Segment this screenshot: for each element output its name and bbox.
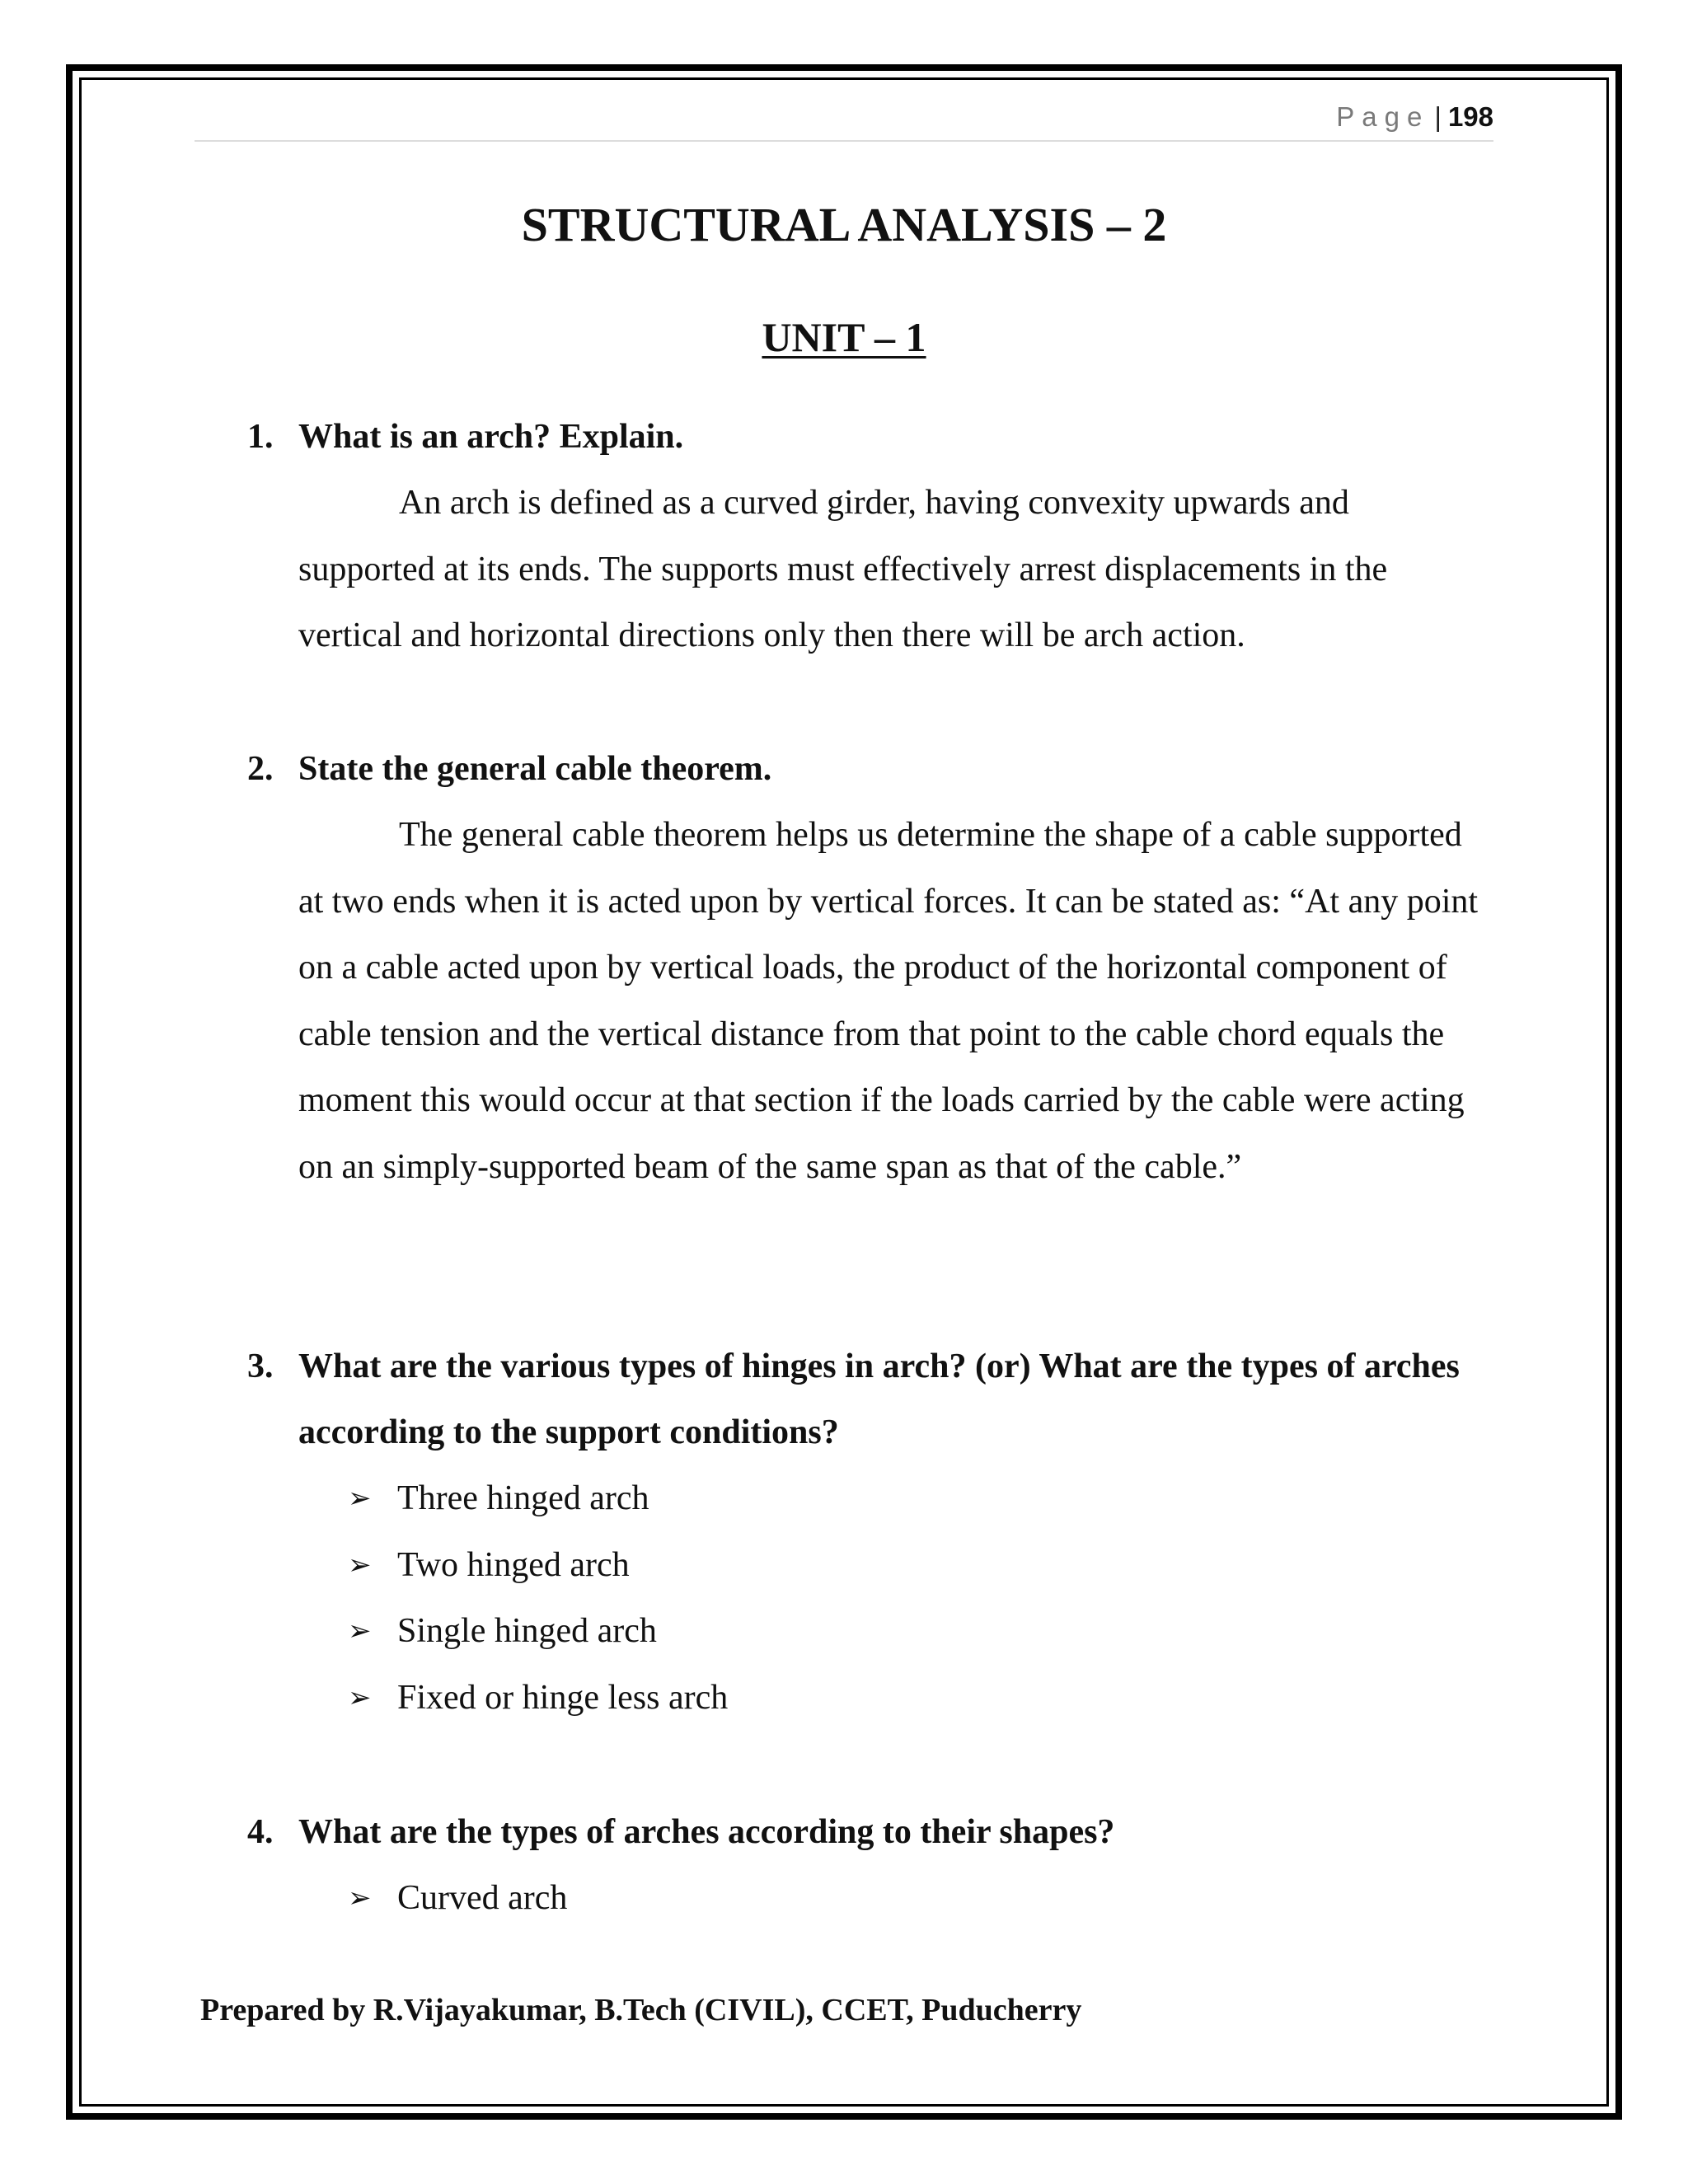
list-item bbox=[348, 1865, 1484, 1932]
question-number: 1. bbox=[247, 418, 274, 456]
question-4 bbox=[247, 1799, 1484, 1932]
unit-heading bbox=[0, 312, 1688, 363]
list-item-text: Fixed or hinge less arch bbox=[397, 1678, 729, 1717]
prepared-by-footer: Prepared by R.Vijayakumar, B.Tech (CIVIL), CCET, Puducherry bbox=[200, 1993, 1082, 2027]
page-header bbox=[195, 97, 1493, 142]
shapes-list bbox=[247, 1865, 1484, 1932]
arrowhead-bullet-icon: ➢ bbox=[348, 1615, 372, 1647]
question-number: 3. bbox=[247, 1347, 274, 1385]
support-conditions-list bbox=[247, 1465, 1484, 1731]
list-item bbox=[348, 1665, 1484, 1732]
list-item bbox=[348, 1598, 1484, 1665]
question-number: 4. bbox=[247, 1813, 274, 1851]
list-item-text: Three hinged arch bbox=[397, 1479, 649, 1517]
question-2 bbox=[247, 736, 1484, 1200]
list-item bbox=[348, 1465, 1484, 1532]
unit-heading-text: UNIT – 1 bbox=[762, 314, 926, 360]
page-number: 198 bbox=[1447, 101, 1493, 132]
page-label: Page bbox=[1336, 101, 1430, 132]
answer-paragraph: An arch is defined as a curved girder, having convexity upwards and supported at its ends. The supports must effectively arrest displacements in the vertical and horizontal directions only then there will be arch action. bbox=[298, 484, 1388, 654]
question-heading bbox=[247, 1333, 1484, 1465]
arrowhead-bullet-icon: ➢ bbox=[348, 1482, 372, 1515]
answer-paragraph: The general cable theorem helps us determine the shape of a cable supported at two ends when it is acted upon by vertical forces. It can be stated as: “At any point on a cable acted upon by vertical loads, the product of the horizontal component of cable tension and the vertical distance from that point to the cable chord equals the moment this would occur at that section if the loads carried by the cable were acting on an simply-supported beam of the same span as that of the cable.” bbox=[298, 816, 1479, 1186]
question-text: What are the types of arches according to their shapes? bbox=[298, 1813, 1115, 1851]
question-heading bbox=[247, 736, 1484, 802]
question-text: State the general cable theorem. bbox=[298, 750, 772, 788]
question-heading bbox=[247, 1799, 1484, 1865]
page-separator: | bbox=[1434, 101, 1442, 132]
list-item-text: Single hinged arch bbox=[397, 1612, 657, 1650]
question-1 bbox=[247, 404, 1484, 669]
arrowhead-bullet-icon: ➢ bbox=[348, 1548, 372, 1582]
question-heading bbox=[247, 404, 1484, 470]
question-3 bbox=[247, 1333, 1484, 1731]
document-title: STRUCTURAL ANALYSIS – 2 bbox=[521, 198, 1167, 251]
arrowhead-bullet-icon: ➢ bbox=[348, 1882, 372, 1915]
question-number: 2. bbox=[247, 750, 274, 788]
list-item bbox=[348, 1532, 1484, 1599]
list-item-text: Curved arch bbox=[397, 1879, 568, 1917]
question-text: What is an arch? Explain. bbox=[298, 418, 684, 456]
arrowhead-bullet-icon: ➢ bbox=[348, 1680, 372, 1714]
question-text: What are the various types of hinges in arch? (or) What are the types of arches according to the support conditions? bbox=[298, 1347, 1460, 1451]
list-item-text: Two hinged arch bbox=[397, 1545, 630, 1584]
